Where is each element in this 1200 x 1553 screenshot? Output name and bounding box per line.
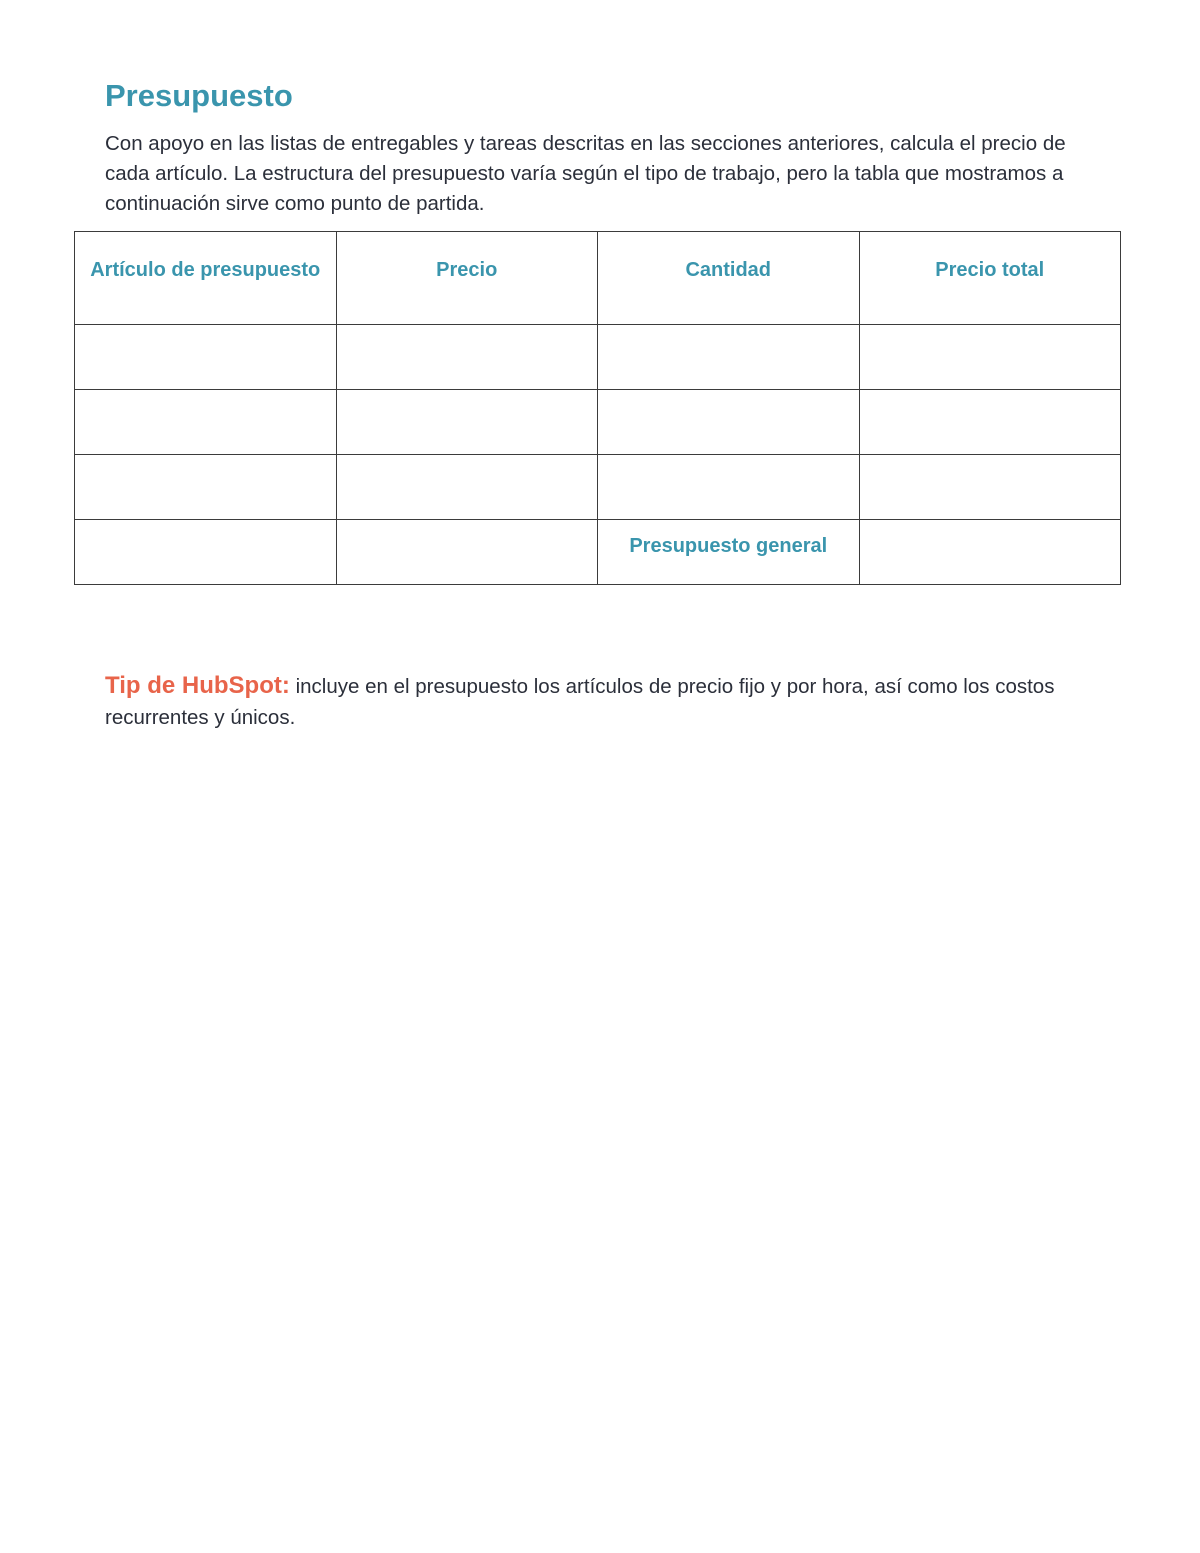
table-cell[interactable] bbox=[336, 520, 598, 585]
overall-budget-value-cell[interactable] bbox=[859, 520, 1121, 585]
table-row bbox=[75, 325, 1121, 390]
table-header-row bbox=[75, 232, 1121, 325]
header-quantity: Cantidad bbox=[598, 232, 860, 325]
table-cell[interactable] bbox=[336, 455, 598, 520]
table-cell[interactable] bbox=[598, 325, 860, 390]
table-cell[interactable] bbox=[336, 390, 598, 455]
table-cell[interactable] bbox=[598, 455, 860, 520]
table-cell[interactable] bbox=[75, 520, 337, 585]
header-total-price: Precio total bbox=[859, 232, 1121, 325]
header-price: Precio bbox=[336, 232, 598, 325]
table-cell[interactable] bbox=[75, 390, 337, 455]
table-cell[interactable] bbox=[75, 455, 337, 520]
table-cell[interactable] bbox=[336, 325, 598, 390]
page-title: Presupuesto bbox=[105, 78, 293, 113]
table-cell[interactable] bbox=[598, 390, 860, 455]
table-total-row bbox=[75, 520, 1121, 585]
overall-budget-label: Presupuesto general bbox=[598, 520, 860, 585]
table-row bbox=[75, 455, 1121, 520]
tip-label: Tip de HubSpot: bbox=[105, 672, 290, 699]
table-cell[interactable] bbox=[859, 325, 1121, 390]
table-row bbox=[75, 390, 1121, 455]
table-cell[interactable] bbox=[859, 390, 1121, 455]
table-cell[interactable] bbox=[859, 455, 1121, 520]
header-budget-item: Artículo de presupuesto bbox=[75, 232, 337, 325]
tip-text: incluye en el presupuesto los artículos de precio fijo y por hora, así como los costos recurrentes y únicos. bbox=[105, 675, 1055, 729]
hubspot-tip bbox=[105, 670, 1105, 733]
table-cell[interactable] bbox=[75, 325, 337, 390]
budget-table bbox=[74, 231, 1121, 585]
intro-paragraph: Con apoyo en las listas de entregables y tareas descritas en las secciones anteriores, calcula el precio de cada artículo. La estructura del presupuesto varía según el tipo de trabajo, pero la tabla que mostramos a continuación sirve como punto de partida. bbox=[105, 132, 1066, 215]
